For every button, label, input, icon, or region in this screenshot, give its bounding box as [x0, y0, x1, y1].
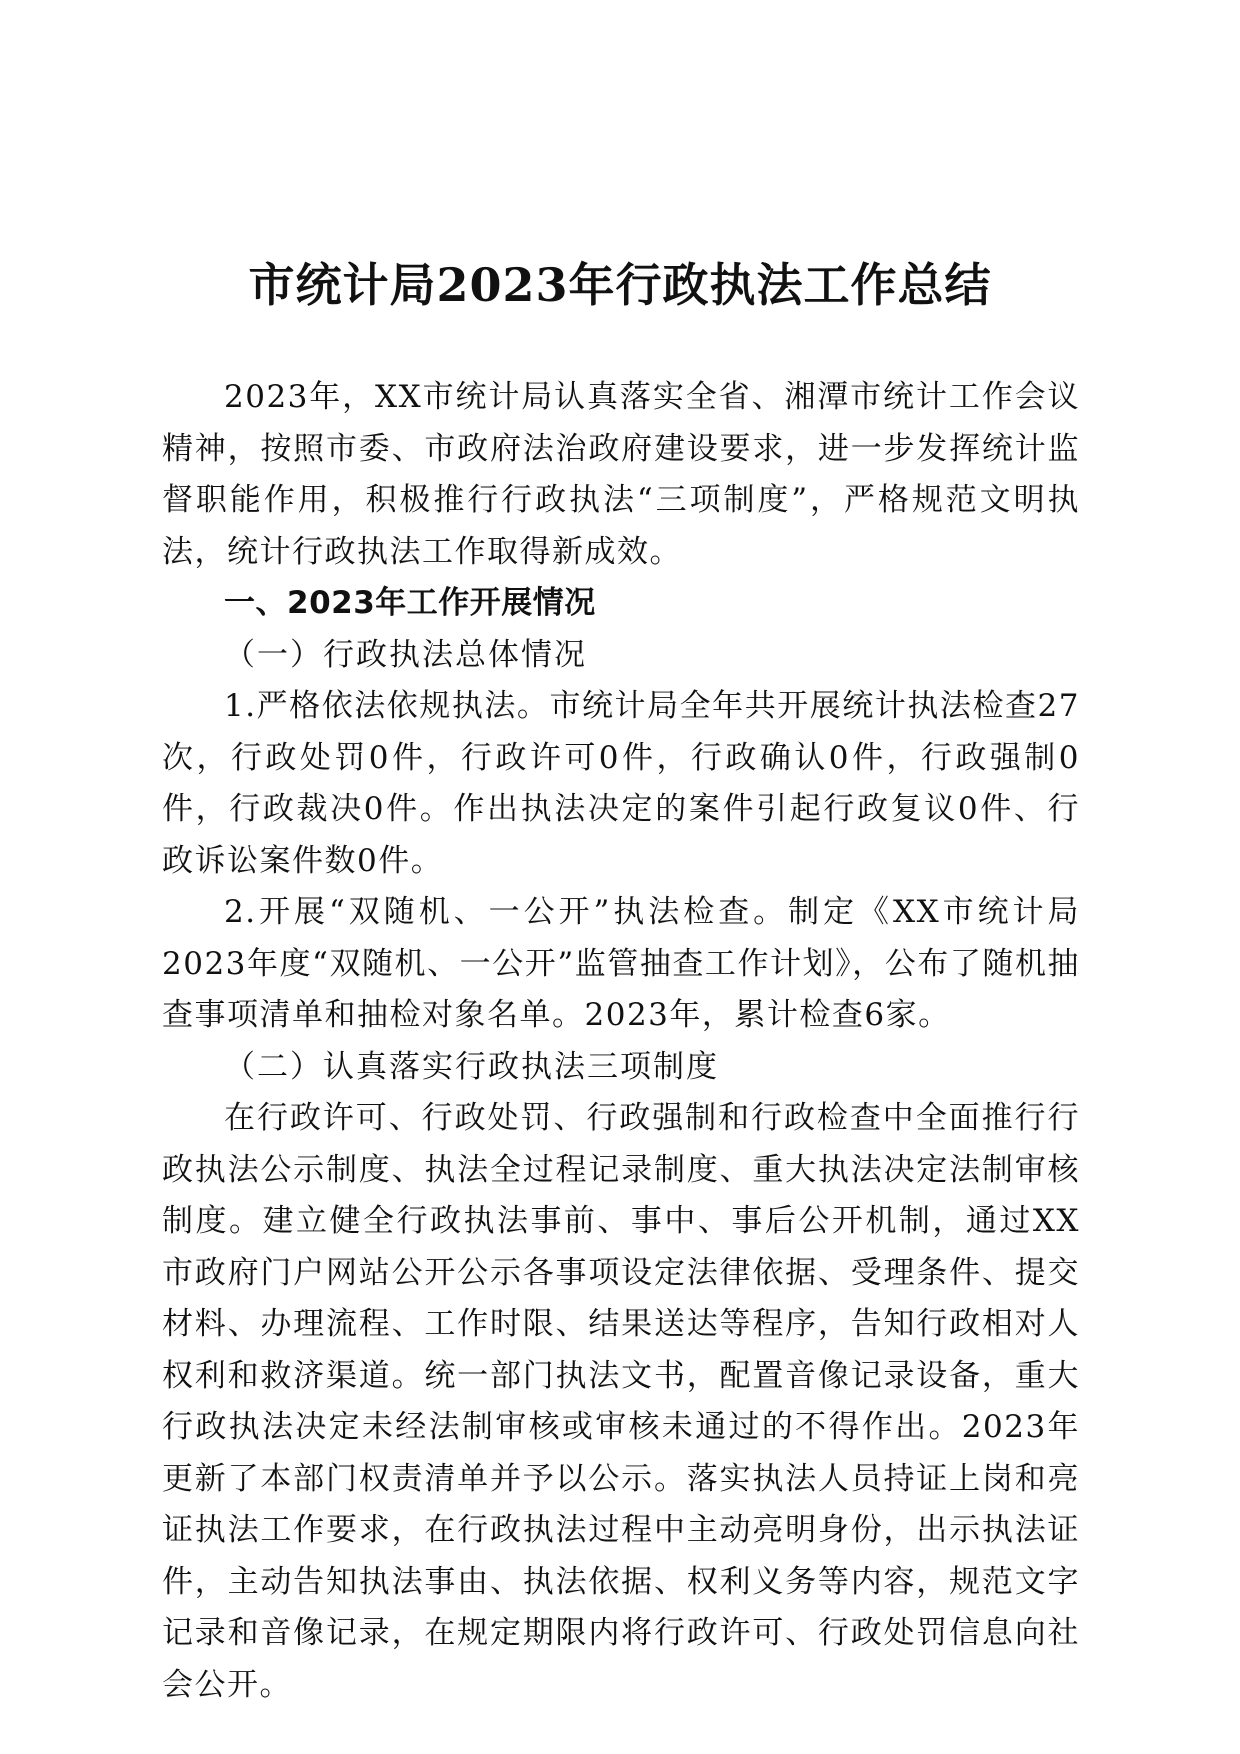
document-title: 市统计局2023年行政执法工作总结 [248, 258, 992, 312]
item-paragraph-2: 2.开展“双随机、一公开”执法检查。制定《XX市统计局2023年度“双随机、一公开”监管抽查工作计划》，公布了随机抽查事项清单和抽检对象名单。2023年，累计检查6家。 [162, 894, 1080, 1033]
subheading-2: （二）认真落实行政执法三项制度 [224, 1048, 719, 1085]
section-heading-1: 一、2023年工作开展情况 [224, 585, 596, 621]
document-body [162, 372, 1080, 1711]
intro-paragraph: 2023年，XX市统计局认真落实全省、湘潭市统计工作会议精神，按照市委、市政府法治政府建设要求，进一步发挥统计监督职能作用，积极推行行政执法“三项制度”，严格规范文明执法，统计行政执法工作取得新成效。 [162, 379, 1080, 570]
section-2-paragraph: 在行政许可、行政处罚、行政强制和行政检查中全面推行行政执法公示制度、执法全过程记录制度、重大执法决定法制审核制度。建立健全行政执法事前、事中、事后公开机制，通过XX市政府门户网站公开公示各事项设定法律依据、受理条件、提交材料、办理流程、工作时限、结果送达等程序，告知行政相对人权利和救济渠道。统一部门执法文书，配置音像记录设备，重大行政执法决定未经法制审核或审核未通过的不得作出。2023年更新了本部门权责清单并予以公示。落实执法人员持证上岗和亮证执法工作要求，在行政执法过程中主动亮明身份，出示执法证件，主动告知执法事由、执法依据、权利义务等内容，规范文字记录和音像记录，在规定期限内将行政许可、行政处罚信息向社会公开。 [162, 1100, 1080, 1703]
subheading-1: （一）行政执法总体情况 [224, 636, 587, 673]
item-paragraph-1: 1.严格依法依规执法。市统计局全年共开展统计执法检查27次，行政处罚0件，行政许可0件，行政确认0件，行政强制0件，行政裁决0件。作出执法决定的案件引起行政复议0件、行政诉讼案件数0件。 [162, 688, 1080, 879]
